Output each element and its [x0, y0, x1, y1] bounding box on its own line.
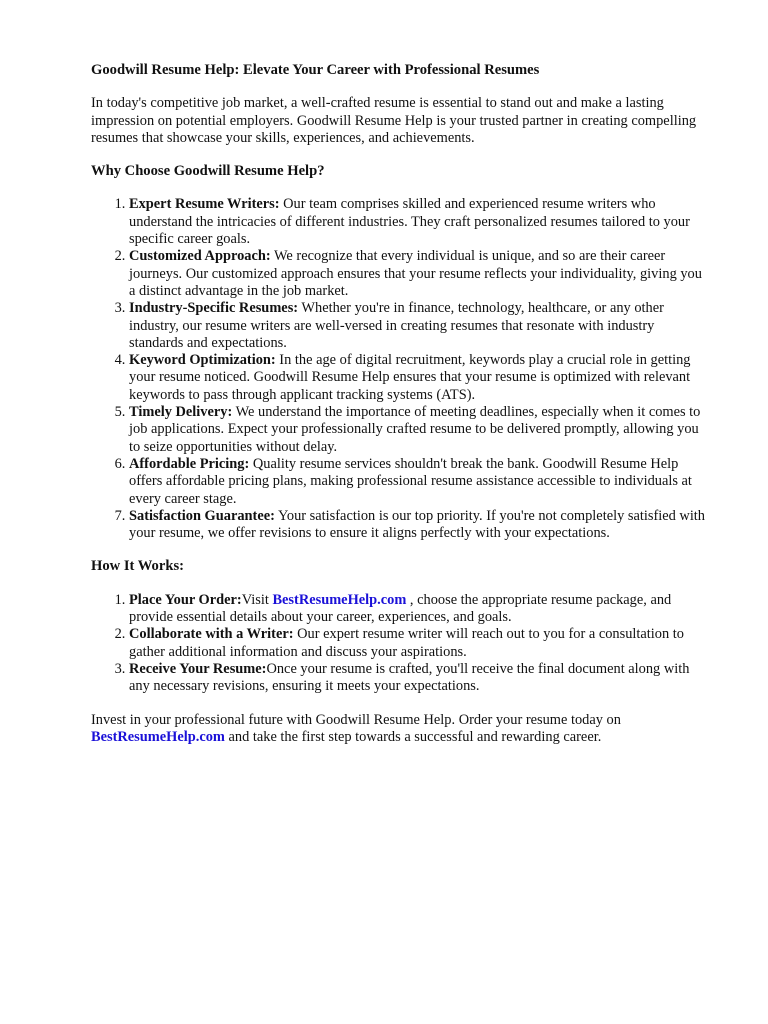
list-item: [129, 404, 711, 456]
closing-text: and take the first step towards a successful and rewarding career.: [224, 728, 602, 745]
best-resume-help-link[interactable]: BestResumeHelp.com: [272, 591, 407, 608]
why-choose-list: [91, 196, 711, 542]
list-item-term: Receive Your Resume:: [129, 660, 267, 677]
how-it-works-heading: How It Works:: [91, 558, 184, 575]
list-item-text: Your satisfaction is our top priority. If you're not completely satisfied with your resume, we offer revisions to ensure it aligns perfectly with your expectations.: [129, 507, 706, 542]
list-item-term: Satisfaction Guarantee:: [129, 507, 275, 524]
list-item-term: Timely Delivery:: [129, 404, 233, 421]
list-item-term: Collaborate with a Writer:: [129, 626, 294, 643]
list-item-text: Once your resume is crafted, you'll receive the final document along with any necessary revisions, ensuring it meets your expectations.: [129, 660, 690, 695]
list-item-text: Visit: [241, 591, 273, 608]
list-item-term: Affordable Pricing:: [129, 455, 250, 472]
list-item-text: Our expert resume writer will reach out to you for a consultation to gather additional information and discuss your aspirations.: [129, 626, 684, 660]
list-item-term: Place Your Order:: [129, 591, 242, 608]
list-item-term: Industry-Specific Resumes:: [129, 300, 299, 317]
list-item-text: Whether you're in finance, technology, healthcare, or any other industry, our resume writers are well-versed in creating resumes that resonate with industry standards and expectations.: [129, 300, 664, 351]
list-item-text: Our team comprises skilled and experienced resume writers who understand the intricacies of different industries. They craft personalized resumes tailored to your specific career goals.: [129, 196, 690, 248]
best-resume-help-link[interactable]: BestResumeHelp.com: [91, 728, 225, 745]
closing-text: Invest in your professional future with Goodwill Resume Help. Order your resume today on: [91, 711, 621, 728]
list-item: [129, 456, 711, 508]
list-item: [129, 592, 711, 627]
document-page: [91, 62, 711, 762]
list-item-term: Customized Approach:: [129, 248, 271, 265]
list-item-text: Quality resume services shouldn't break the bank. Goodwill Resume Help offers affordable pricing plans, making professional resume assistance accessible to individuals at every career stage.: [129, 455, 692, 507]
how-it-works-list: [91, 592, 711, 696]
list-item: [129, 626, 711, 661]
intro-paragraph: In today's competitive job market, a well-crafted resume is essential to stand out and make a lasting impression on potential employers. Goodwill Resume Help is your trusted partner in creating compelling resumes that showcase your skills, experiences, and achievements.: [91, 95, 697, 146]
list-item-text: In the age of digital recruitment, keywords play a crucial role in getting your resume noticed. Goodwill Resume Help ensures that your resume is optimized with relevant keywords to pass through applicant tracking systems (ATS).: [129, 352, 691, 403]
list-item: [129, 248, 711, 300]
list-item: [129, 661, 711, 696]
document-title: Goodwill Resume Help: Elevate Your Career with Professional Resumes: [91, 62, 540, 78]
list-item: [129, 196, 711, 248]
list-item: [129, 300, 711, 352]
list-item-text: We recognize that every individual is unique, and so are their career journeys. Our customized approach ensures that your resume reflects your individuality, giving you a distinct advantage in the job market.: [129, 248, 702, 299]
list-item: [129, 352, 711, 404]
why-choose-heading: Why Choose Goodwill Resume Help?: [91, 163, 325, 180]
list-item-term: Keyword Optimization:: [129, 352, 276, 369]
list-item-text: , choose the appropriate resume package, and provide essential details about your career, experiences, and goals.: [129, 591, 672, 626]
list-item-text: We understand the importance of meeting deadlines, especially when it comes to job applications. Expect your professionally crafted resume to be delivered promptly, allowing you to seize opportunities without delay.: [129, 404, 701, 455]
list-item-term: Expert Resume Writers:: [129, 196, 280, 213]
closing-paragraph: [91, 712, 711, 747]
list-item: [129, 508, 711, 543]
